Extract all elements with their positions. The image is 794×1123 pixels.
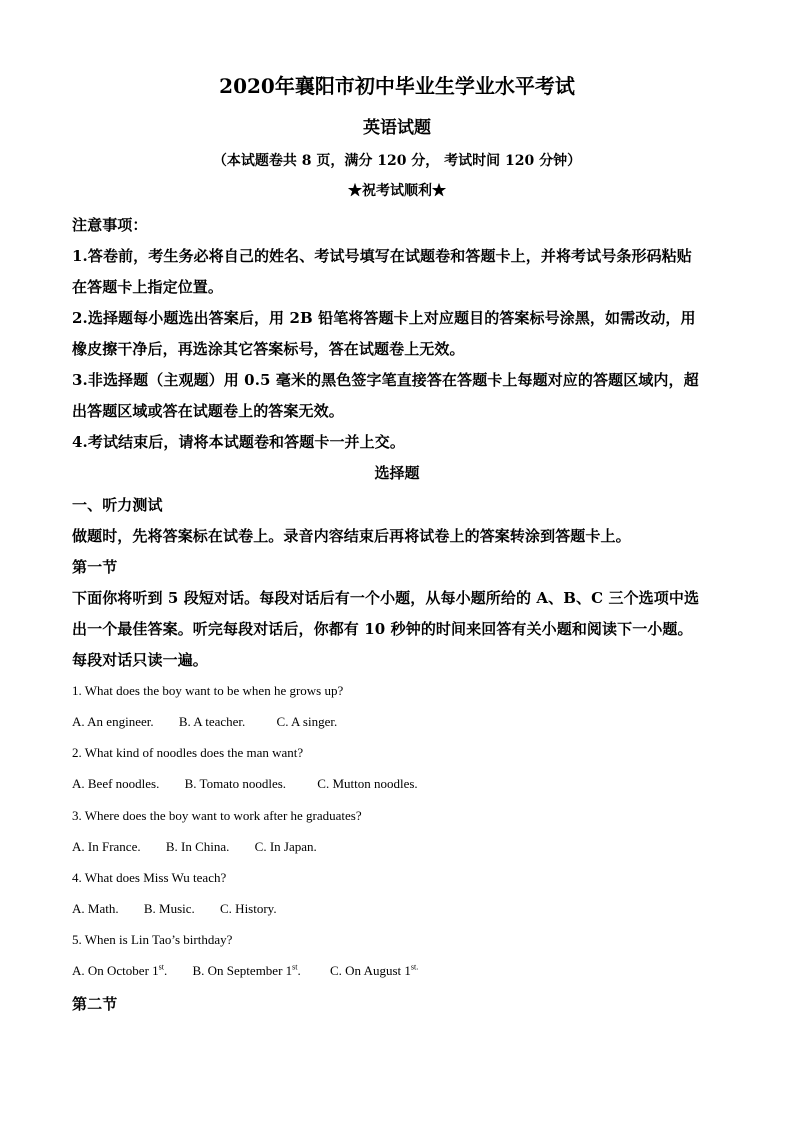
section-2-heading: 第二节	[72, 995, 118, 1013]
notes-heading: 注意事项：	[72, 216, 148, 234]
blessing: ★祝考试顺利★	[348, 183, 446, 199]
note-2-line-2: 橡皮擦干净后，再选涂其它答案标号，答在试题卷上无效。	[72, 340, 465, 358]
option-a: A. On October 1st.	[72, 962, 168, 978]
exam-title: 2020年襄阳市初中毕业生学业水平考试	[219, 74, 575, 98]
question-5: 5. When is Lin Tao’s birthday?	[72, 932, 233, 947]
option-b: B. In China.	[165, 839, 230, 854]
section-1-instr-line-1: 下面你将听到 5 段短对话。每段对话后有一个小题，从每小题所给的 A、B、C 三个选项中选	[72, 589, 700, 607]
note-2-line-1: 2.选择题每小题选出答案后，用 2B 铅笔将答题卡上对应题目的答案标号涂黑，如需改动，用	[72, 309, 696, 327]
question-3: 3. Where does the boy want to work after he graduates?	[72, 808, 362, 823]
question-4: 4. What does Miss Wu teach?	[72, 870, 227, 885]
note-4: 4.考试结束后，请将本试题卷和答题卡一并上交。	[72, 433, 405, 451]
note-3-line-2: 出答题区域或答在试题卷上的答案无效。	[72, 402, 344, 420]
question-1-options	[72, 714, 337, 730]
question-1: 1. What does the boy want to be when he grows up?	[72, 683, 344, 698]
option-c: C. A singer.	[276, 714, 338, 729]
question-5-options	[72, 963, 418, 979]
exam-info: （本试题卷共 8 页，满分 120 分， 考试时间 120 分钟）	[212, 153, 582, 169]
section-1-instr-line-3: 每段对话只读一遍。	[72, 651, 208, 669]
question-2: 2. What kind of noodles does the man want?	[72, 745, 304, 760]
option-a: A. Math.	[72, 901, 119, 916]
note-1-line-2: 在答题卡上指定位置。	[72, 278, 224, 296]
option-c: C. In Japan.	[254, 839, 317, 854]
option-b: B. On September 1st.	[192, 962, 301, 978]
option-c: C. History.	[220, 901, 277, 916]
question-4-options	[72, 901, 277, 917]
note-1-line-1: 1.答卷前，考生务必将自己的姓名、考试号填写在试题卷和答题卡上，并将考试号条形码粘贴	[72, 247, 692, 265]
question-3-options	[72, 839, 317, 855]
option-b: B. Tomato noodles.	[184, 776, 287, 791]
option-b: B. A teacher.	[178, 714, 246, 729]
option-b: B. Music.	[143, 901, 195, 916]
section-choice-heading: 选择题	[374, 464, 420, 482]
section-1-heading: 第一节	[72, 558, 118, 576]
subject-title: 英语试题	[363, 118, 431, 138]
option-c: C. Mutton noodles.	[317, 776, 418, 791]
part-1-instructions: 做题时，先将答案标在试卷上。录音内容结束后再将试卷上的答案转涂到答题卡上。	[72, 527, 631, 545]
note-3-line-1: 3.非选择题（主观题）用 0.5 毫米的黑色签字笔直接答在答题卡上每题对应的答题区域内，超	[72, 371, 699, 389]
section-1-instr-line-2: 出一个最佳答案。听完每段对话后，你都有 10 秒钟的时间来回答有关小题和阅读下一小题。	[72, 620, 693, 638]
option-a: A. An engineer.	[72, 714, 154, 729]
part-1-heading: 一、听力测试	[72, 496, 163, 514]
option-c: C. On August $1^{st.}$	[330, 962, 419, 978]
option-a: A. In France.	[72, 839, 141, 854]
option-a: A. Beef noodles.	[72, 776, 160, 791]
question-2-options	[72, 776, 418, 792]
